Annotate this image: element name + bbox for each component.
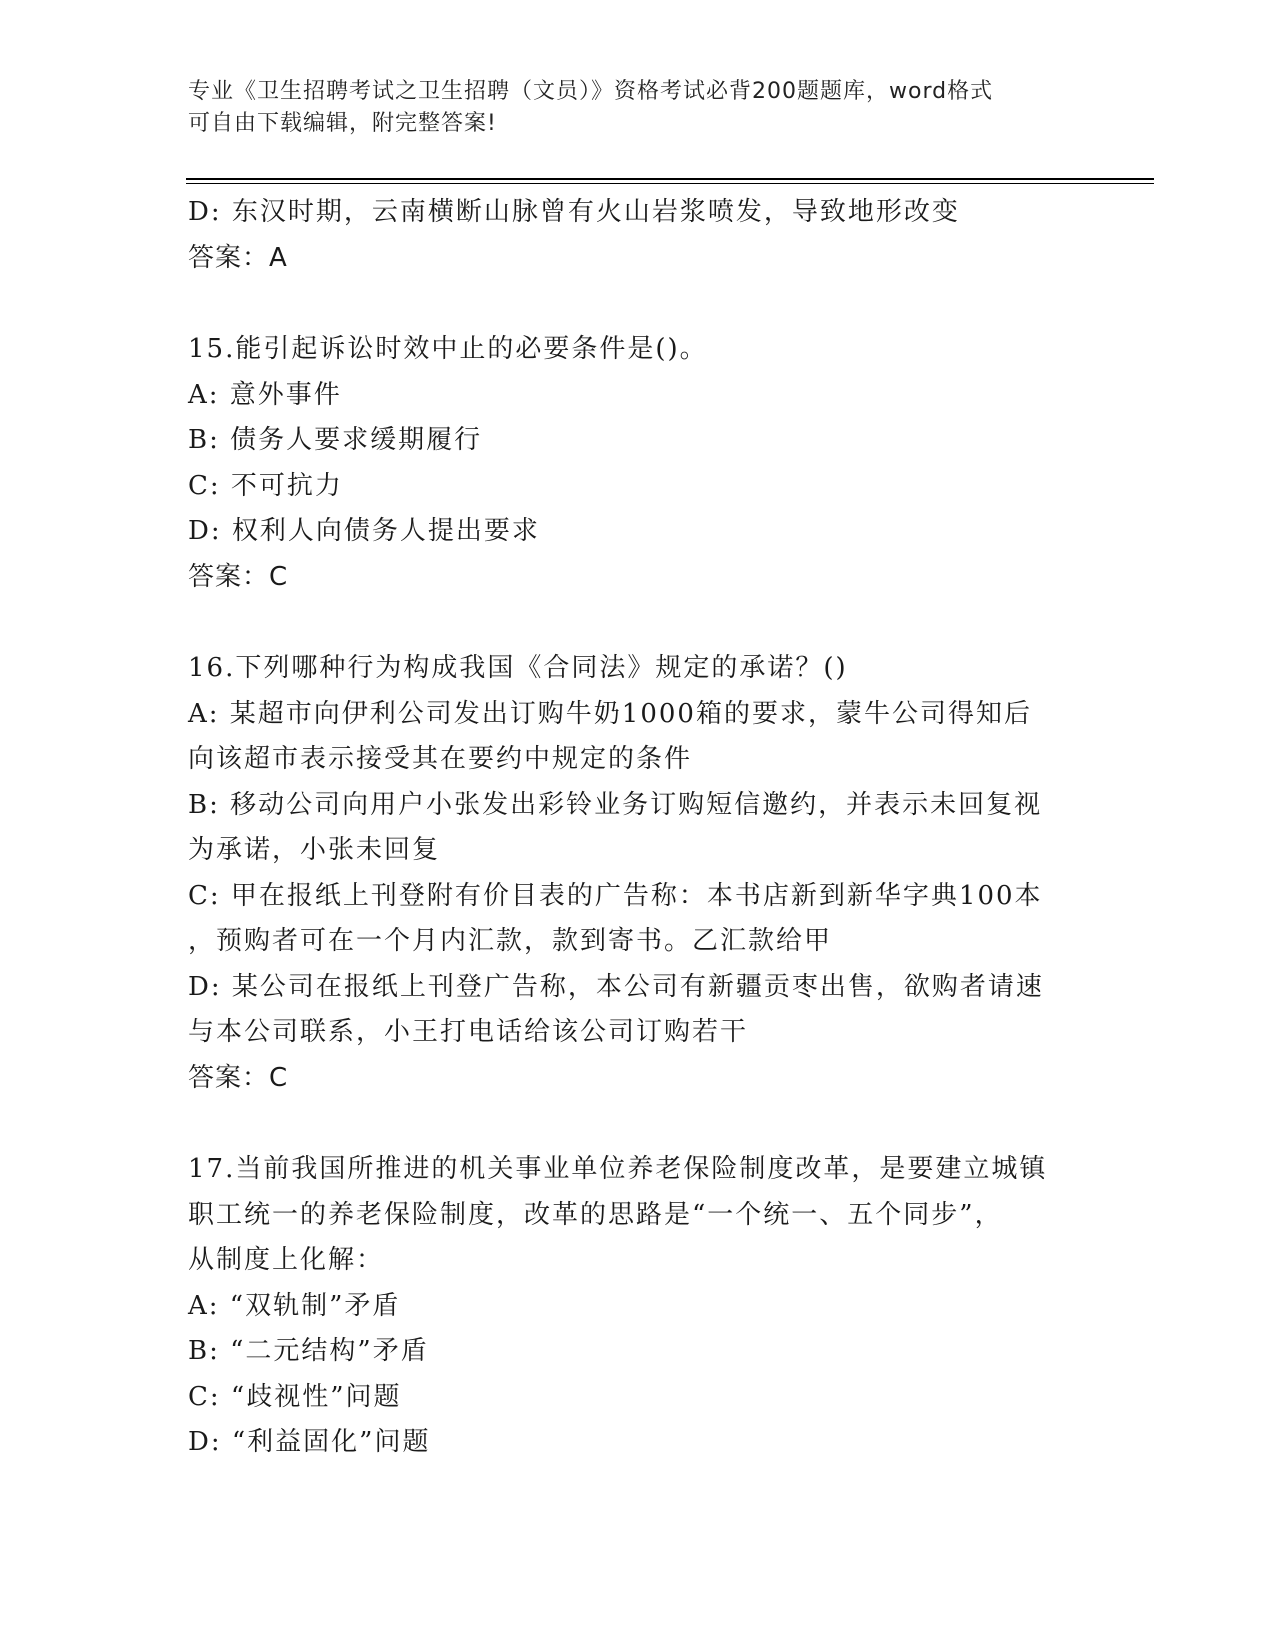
option-c-line-1: C: 甲在报纸上刊登附有价目表的广告称：本书店新到新华字典100本 [188, 880, 1043, 911]
header-divider-thin [186, 183, 1154, 184]
answer: 答案：C [188, 561, 289, 592]
question-16 [188, 646, 1088, 1101]
spacer [188, 1101, 1088, 1147]
document-body [188, 190, 1088, 1466]
header-line-1: 专业《卫生招聘考试之卫生招聘（文员）》资格考试必背200题题库，word格式 [188, 79, 994, 104]
option-b: B: 债务人要求缓期履行 [188, 425, 483, 455]
option-d-line-2: 与本公司联系，小王打电话给该公司订购若干 [188, 1017, 749, 1047]
option-a-line-2: 向该超市表示接受其在要约中规定的条件 [188, 744, 693, 774]
option-b-line-2: 为承诺，小张未回复 [188, 835, 441, 865]
question-stem-line-3: 从制度上化解： [188, 1245, 385, 1275]
option-a: A: 意外事件 [188, 379, 342, 410]
question-stem-line-2: 职工统一的养老保险制度，改革的思路是“一个统一、五个同步”， [188, 1199, 1003, 1230]
option-d: D: 权利人向债务人提出要求 [188, 516, 540, 546]
question-stem: 16.下列哪种行为构成我国《合同法》规定的承诺？() [188, 653, 848, 683]
option-c: C: 不可抗力 [188, 470, 343, 501]
carry-over-option-d: D: 东汉时期，云南横断山脉曾有火山岩浆喷发，导致地形改变 [188, 197, 960, 227]
question-15 [188, 327, 1088, 600]
option-a-line-1: A: 某超市向伊利公司发出订购牛奶1000箱的要求，蒙牛公司得知后 [188, 698, 1032, 729]
option-b-line-1: B: 移动公司向用户小张发出彩铃业务订购短信邀约，并表示未回复视 [188, 789, 1043, 820]
option-d: D: “利益固化”问题 [188, 1427, 431, 1457]
header-line-2: 可自由下载编辑，附完整答案! [188, 111, 497, 136]
option-b: B: “二元结构”矛盾 [188, 1336, 429, 1366]
option-a: A: “双轨制”矛盾 [188, 1290, 401, 1321]
option-d-line-1: D: 某公司在报纸上刊登广告称，本公司有新疆贡枣出售，欲购者请速 [188, 971, 1044, 1002]
carry-over-answer: 答案：A [188, 242, 288, 273]
question-stem: 15.能引起诉讼时效中止的必要条件是()。 [188, 334, 708, 364]
spacer [188, 600, 1088, 646]
spacer [188, 281, 1088, 327]
question-stem-line-1: 17.当前我国所推进的机关事业单位养老保险制度改革，是要建立城镇 [188, 1154, 1048, 1184]
option-c-line-2: ，预购者可在一个月内汇款，款到寄书。乙汇款给甲 [188, 926, 833, 956]
question-17 [188, 1147, 1088, 1466]
answer: 答案：C [188, 1062, 289, 1093]
header-divider-thick [186, 178, 1154, 180]
option-c: C: “歧视性”问题 [188, 1381, 402, 1412]
document-header [188, 76, 1068, 140]
